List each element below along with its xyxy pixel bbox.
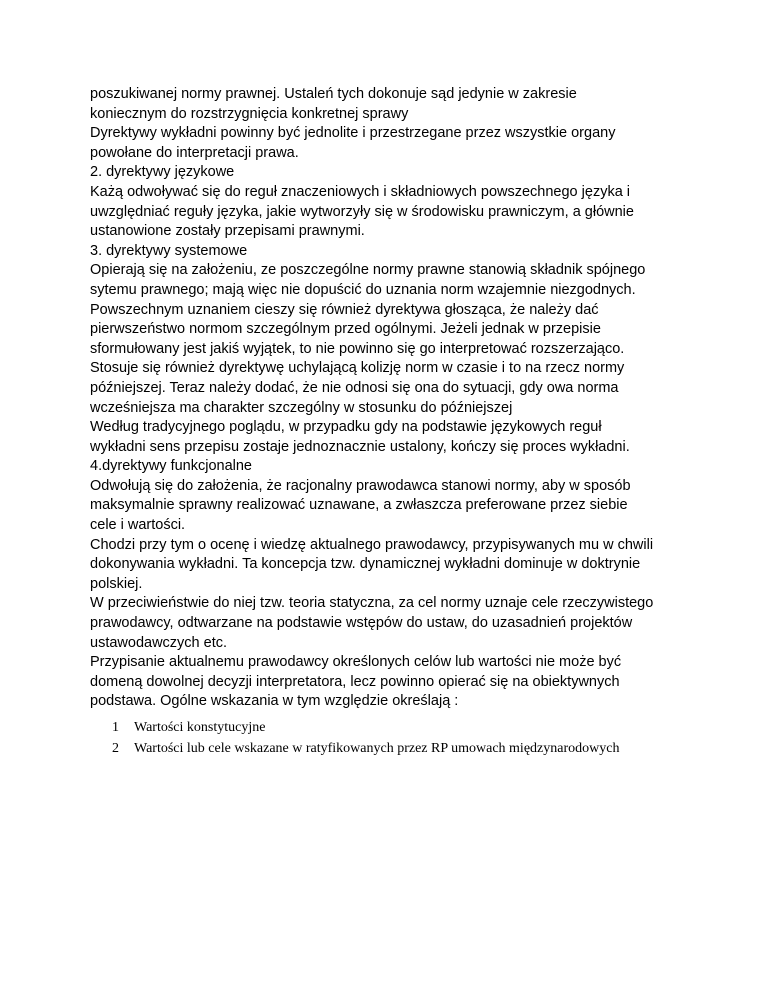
text-line: Każą odwoływać się do reguł znaczeniowych i składniowych powszechnego języka i <box>90 183 631 200</box>
list-item <box>112 717 712 738</box>
text-line: Opierają się na założeniu, ze poszczególne normy prawne stanowią składnik spójnego <box>90 262 646 279</box>
text-line: uwzględniać reguły języka, jakie wytworzyły się w środowisku prawniczym, a głównie <box>90 203 634 220</box>
body-text <box>90 85 690 712</box>
list-number: 2 <box>112 741 119 756</box>
text-line: Według tradycyjnego poglądu, w przypadku gdy na podstawie językowych reguł <box>90 419 602 436</box>
text-line: W przeciwieństwie do niej tzw. teoria statyczna, za cel normy uznaje cele rzeczywistego <box>90 595 654 612</box>
text-line: Powszechnym uznaniem cieszy się również dyrektywa głosząca, że należy dać <box>90 301 599 318</box>
text-line: maksymalnie sprawny realizować uznawane, a zwłaszcza preferowane przez siebie <box>90 497 628 514</box>
text-line: sformułowany jest jakiś wyjątek, to nie powinno się go interpretować rozszerzająco. <box>90 340 625 357</box>
text-line: Chodzi przy tym o ocenę i wiedzę aktualnego prawodawcy, przypisywanych mu w chwili <box>90 536 654 553</box>
text-line: dokonywania wykładni. Ta koncepcja tzw. dynamicznej wykładni dominuje w doktrynie <box>90 556 641 573</box>
text-line: Przypisanie aktualnemu prawodawcy określonych celów lub wartości nie może być <box>90 654 622 671</box>
text-line: domeną dowolnej decyzji interpretatora, lecz powinno opierać się na obiektywnych <box>90 673 620 690</box>
section-heading: 4.dyrektywy funkcjonalne <box>90 458 252 475</box>
text-line: późniejszej. Teraz należy dodać, że nie odnosi się ona do sytuacji, gdy owa norma <box>90 379 619 396</box>
text-line: prawodawcy, odtwarzane na podstawie wstępów do ustaw, do uzasadnień projektów <box>90 615 633 632</box>
text-line: podstawa. Ogólne wskazania w tym względzie określają : <box>90 693 459 710</box>
text-line: Stosuje się również dyrektywę uchylającą kolizję norm w czasie i to na rzecz normy <box>90 360 625 377</box>
text-line: ustawodawczych etc. <box>90 634 228 651</box>
section-heading: 3. dyrektywy systemowe <box>90 242 248 259</box>
text-line: sytemu prawnego; mają więc nie dopuścić do uznania norm wzajemnie niezgodnych. <box>90 281 636 298</box>
list-item <box>112 738 712 759</box>
text-line: ustanowione zostały przepisami prawnymi. <box>90 223 365 240</box>
text-line: cele i wartości. <box>90 517 186 534</box>
text-line: Odwołują się do założenia, że racjonalny prawodawca stanowi normy, aby w sposób <box>90 477 631 494</box>
text-line: polskiej. <box>90 575 143 592</box>
text-line: koniecznym do rozstrzygnięcia konkretnej sprawy <box>90 105 409 122</box>
text-line: poszukiwanej normy prawnej. Ustaleń tych dokonuje sąd jedynie w zakresie <box>90 86 577 102</box>
list-item-text: Wartości konstytucyjne <box>134 720 266 735</box>
text-line: wcześniejsza ma charakter szczególny w stosunku do późniejszej <box>90 399 513 416</box>
list-item-text: Wartości lub cele wskazane w ratyfikowanych przez RP umowach międzynarodowych <box>134 741 620 756</box>
section-heading: 2. dyrektywy językowe <box>90 164 235 181</box>
numbered-list <box>112 717 712 759</box>
text-line: wykładni sens przepisu zostaje jednoznacznie ustalony, kończy się proces wykładni. <box>90 438 630 455</box>
list-number: 1 <box>112 720 119 735</box>
text-line: powołane do interpretacji prawa. <box>90 144 299 161</box>
text-line: Dyrektywy wykładni powinny być jednolite i przestrzegane przez wszystkie organy <box>90 125 616 142</box>
text-line: pierwszeństwo normom szczególnym przed ogólnymi. Jeżeli jednak w przepisie <box>90 321 601 338</box>
